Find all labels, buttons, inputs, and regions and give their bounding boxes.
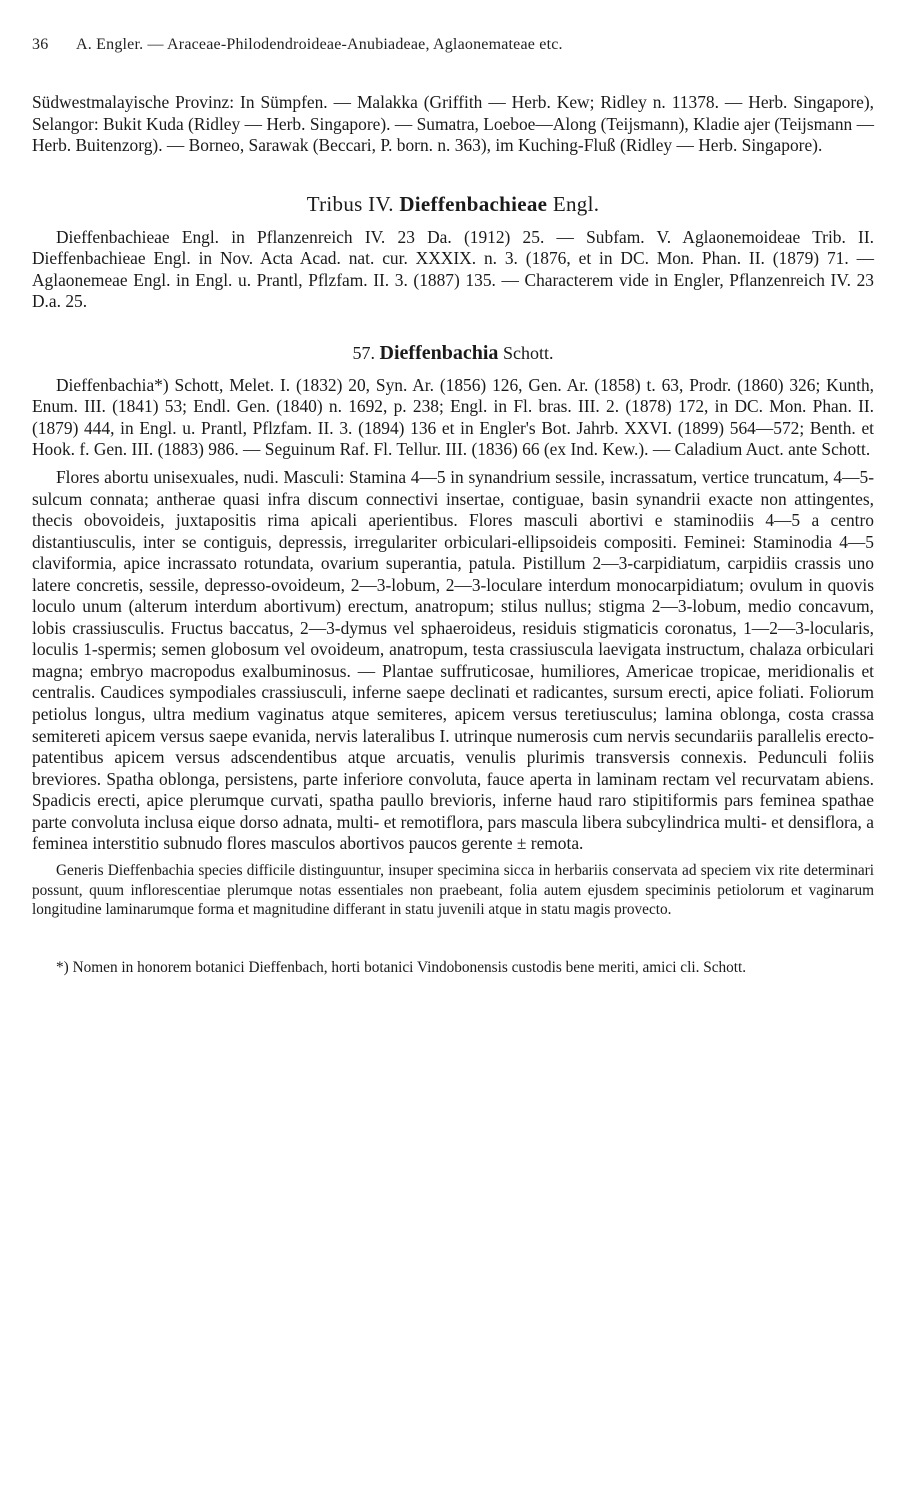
footnote: *) Nomen in honorem botanici Dieffenbach, horti botanici Vindobonensis custodis bene meriti, amici cli. Schott. — [56, 958, 747, 976]
distribution-paragraph: Südwestmalayische Provinz: In Sümpfen. — Malakka (Griffith — Herb. Kew; Ridley n. 11378. — Herb. Singapore), Selangor: Bukit Kuda (Ridley — Herb. Singapore). — Sumatra, Loeboe—Along (Teijsmann), Kladie ajer (Teijsmann — Herb. Buitenzorg). — Borneo, Sarawak (Beccari, P. born. n. 363), im Kuching-Fluß (Ridley — Herb. Singapore). — [32, 92, 874, 156]
genus-heading — [32, 341, 874, 365]
tribe-heading — [32, 191, 874, 217]
tribe-prefix: Tribus IV. — [306, 191, 394, 216]
genus-note: Generis Dieffenbachia species difficile distinguuntur, insuper specimina sicca in herbariis conservata ad speciem vix rite determinari possunt, quum inflorescentiae plerumque notas essentiales non praebeant, folia autem ejusdem speciminis petiolorum et vaginarum longitudine laminarumque forma et magnitudine differant in statu juvenili atque in statu magis provecto. — [32, 861, 874, 919]
tribe-name: Dieffenbachieae — [399, 191, 548, 216]
running-title: A. Engler. — Araceae-Philodendroideae-Anubiadeae, Aglaonemateae etc. — [76, 36, 563, 53]
tribe-synonymy: Dieffenbachieae Engl. in Pflanzenreich IV. 23 Da. (1912) 25. — Subfam. V. Aglaonemoideae Trib. II. Dieffenbachieae Engl. in Nov. Acta Acad. nat. cur. XXXIX. n. 3. (1876, et in DC. Mon. Phan. II. (1879) 71. — Aglaonemeae Engl. in Engl. u. Prantl, Pflzfam. II. 3. (1887) 135. — Characterem vide in Engler, Pflanzenreich IV. 23 D.a. 25. — [32, 226, 874, 312]
page-number: 36 — [32, 36, 49, 53]
genus-number: 57. — [352, 342, 376, 363]
genus-description: Flores abortu unisexuales, nudi. Masculi: Stamina 4—5 in synandrium sessile, incrassatum, vertice truncatum, 4—5-sulcum connata; antherae quasi infra discum connectivi insertae, contiguae, basin synandrii exacte non attingentes, thecis obovoideis, juxtapositis rima apicali aperientibus. Flores masculi abortivi e staminodiis 4—5 a centro distantiusculis, inter se contiguis, depressis, irregulariter orbiculari-ellipsoideis compositi. Feminei: Staminodia 4—5 claviformia, apice incrassato rotundata, ovarium superantia, patula. Pistillum 2—3-carpidiatum, carpidiis crassis uno latere concretis, sessile, depresso-ovoideum, 2—3-lobum, 2—3-loculare interdum monocarpidiatum; ovulum in quovis loculo unum (alterum interdum abortivum) erectum, anatropum; stilus nullus; stigma 2—3-lobum, medio concavum, lobis crassiusculis. Fructus baccatus, 2—3-dymus vel sphaeroideus, residuis stigmaticis coronatus, 1—2—3-locularis, loculis 1-spermis; semen globosum vel ovoideum, anatropum, testa crassiuscula laevigata instructum, chalaza orbiculari magna; embryo macropodus exalbuminosus. — Plantae suffruticosae, humiliores, Americae tropicae, meridionalis et centralis. Caudices sympodiales crassiusculi, inferne saepe declinati et radicantes, sursum erecti, apice foliati. Foliorum petiolus longus, ultra medium vaginatus atque semiteres, apicem versus teretiusculus; lamina oblonga, costa crassa semitereti apicem versus saepe evanida, nervis lateralibus I. utrinque numerosis cum nervis secundariis parallelis erecto-patentibus apicem versus adscendentibus atque arcuatis, venulis plurimis transversis connexis. Pedunculi foliis breviores. Spatha oblonga, persistens, parte inferiore convoluta, fauce aperta in laminam rectam vel recurvatam abiens. Spadicis erecti, apice plerumque curvati, spatha paullo brevioris, inferne haud raro stipitiformis pars feminea spathae parte convoluta inclusa eique dorso adnata, multi- et remotiflora, pars mascula libera subcylindrica multi- et densiflora, a feminea interstitio subnudo flores masculos abortivos paucos gerente ± remota. — [32, 467, 874, 854]
genus-author: Schott. — [502, 342, 554, 363]
running-header — [32, 34, 874, 56]
genus-name: Dieffenbachia — [379, 341, 499, 364]
document-page — [32, 34, 874, 978]
genus-synonymy: Dieffenbachia*) Schott, Melet. I. (1832) 20, Syn. Ar. (1856) 126, Gen. Ar. (1858) t. 63, Prodr. (1860) 326; Kunth, Enum. III. (1841) 53; Endl. Gen. (1840) n. 1692, p. 238; Engl. in Fl. bras. III. 2. (1878) 172, in DC. Mon. Phan. II. (1879) 444, in Engl. u. Prantl, Pflzfam. II. 3. (1894) 136 et in Engler's Bot. Jahrb. XXVI. (1899) 564—572; Benth. et Hook. f. Gen. III. (1883) 986. — Seguinum Raf. Fl. Tellur. III. (1836) 66 (ex Ind. Kew.). — Caladium Auct. ante Schott. — [32, 374, 874, 460]
tribe-author: Engl. — [552, 191, 600, 216]
